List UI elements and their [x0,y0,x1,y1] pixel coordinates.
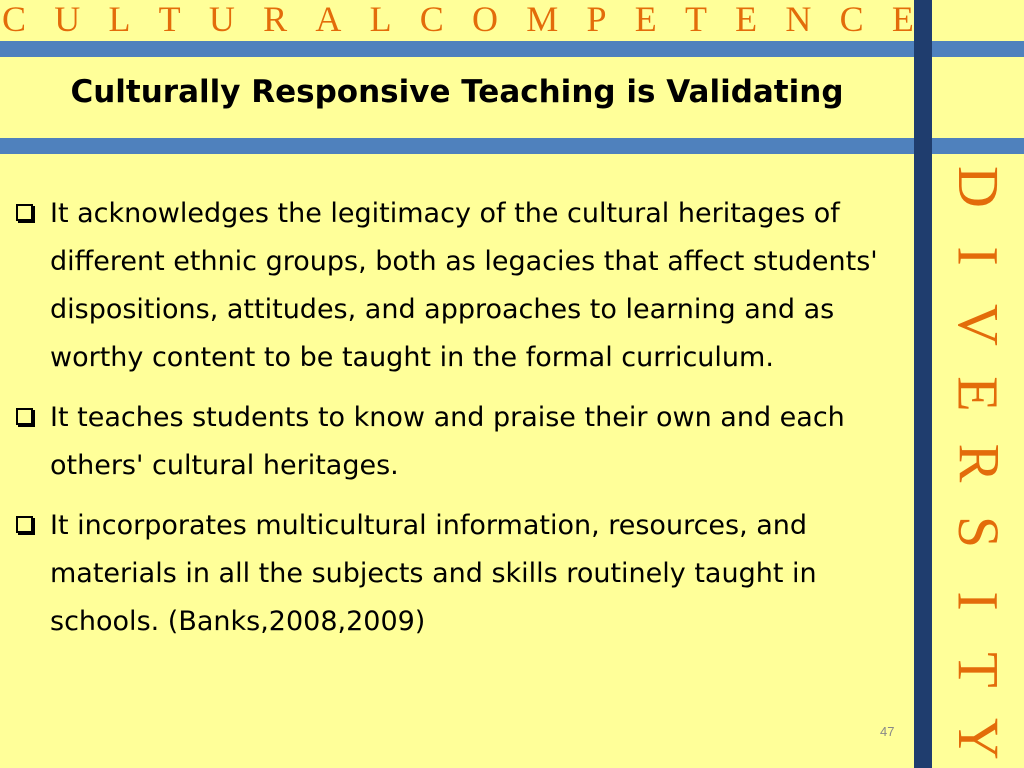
banner-letter: N [785,0,812,39]
checkbox-bullet-icon [16,516,33,533]
top-divider-bar [0,41,1024,57]
sidebar-letter: Y [945,718,1011,760]
checkbox-bullet-icon [16,408,33,425]
banner-letter: L [108,0,131,39]
banner-letter: M [526,0,559,39]
sidebar-letter: I [945,591,1011,611]
banner-letter: A [315,0,342,39]
bullet-list [12,190,900,658]
banner-letter: U [54,0,81,39]
title-divider-bar [0,138,1024,154]
banner-letter: P [586,0,607,39]
banner-letter: T [158,0,181,39]
diversity-sidebar [932,158,1024,768]
sidebar-letter: I [945,246,1011,266]
sidebar-letter: V [945,304,1011,346]
slide-title: Culturally Responsive Teaching is Validating [70,74,844,110]
checkbox-bullet-icon [16,204,33,221]
bullet-item [12,502,900,646]
bullet-text: It acknowledges the legitimacy of the cultural heritages of different ethnic groups, both as legacies that affect students' dispositions, attitudes, and approaches to learning and as worthy content to be taught in the formal curriculum. [50,198,878,373]
banner-letter: R [263,0,288,39]
page-number: 47 [880,724,895,739]
banner-letter: E [735,0,758,39]
banner-letter: T [684,0,707,39]
bullet-text: It incorporates multicultural information, resources, and materials in all the subjects and skills routinely taught in schools. (Banks,2008,2009) [50,510,817,637]
banner-letter: C [839,0,864,39]
bullet-item [12,394,900,490]
cultural-competence-banner [2,0,914,41]
banner-letter: E [634,0,657,39]
banner-letter: L [369,0,392,39]
banner-letter: E [891,0,914,39]
sidebar-letter: T [946,652,1011,688]
banner-letter: C [419,0,444,39]
sidebar-letter: R [946,443,1011,483]
banner-letter: O [472,0,499,39]
sidebar-letter: E [946,376,1011,412]
sidebar-letter: S [945,515,1011,549]
banner-letter: C [2,0,27,39]
bullet-text: It teaches students to know and praise their own and each others' cultural heritages. [50,402,845,481]
sidebar-letter: D [945,166,1011,208]
vertical-divider-bar [914,0,932,768]
bullet-item [12,190,900,382]
banner-letter: U [208,0,235,39]
